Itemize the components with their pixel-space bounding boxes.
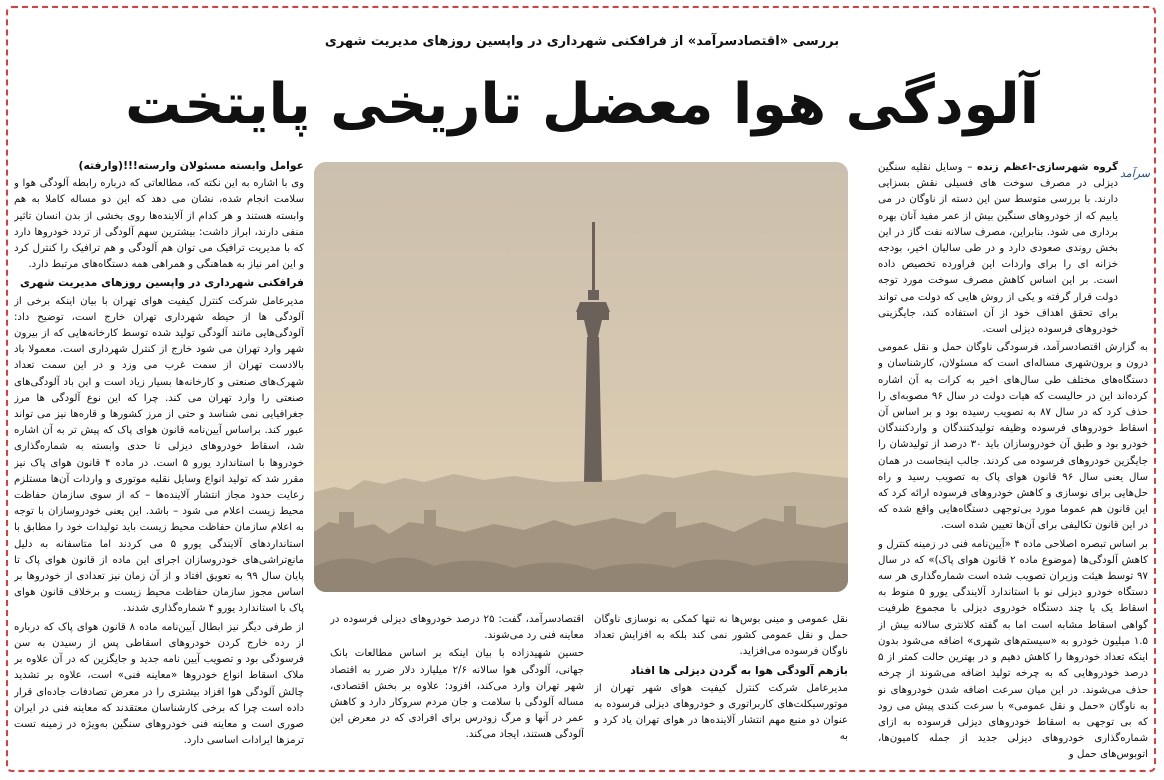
bottom-column-2 [330, 612, 584, 762]
kicker: بررسی «اقتصادسرآمد» از فرافکنی شهرداری در واپسین روزهای مدیریت شهری [324, 34, 840, 49]
milad-tower-illustration [314, 162, 848, 592]
left-column [14, 156, 304, 756]
tehran-smog-photo [314, 162, 848, 592]
publication-logo: سرآمد [1119, 167, 1150, 180]
paragraph: از طرفی دیگر نیز ابطال آیین‌نامه ماده ۸ قانون هوای پاک که درباره از رده خارج کردن خودروهای اسقاطی پس از رسیدن به سن فرسودگی بود و تصویب آیین نامه جدید و جایگزین که در آن علاوه بر ملاک اسقاط انواع خودروها «معاینه فنی» است، علاوه بر تشدید چالش آلودگی هوا افزاد بیشتری را در معرض تصادفات جاده‌ای قرار داده است چرا که برخی کارشناسان معتقدند که معاینه فنی در ایران صوری است و معاینه فنی خودروهای سنگین به‌ویژه در زمینه تست ترمزها ایرادات اساسی دارد. [14, 621, 304, 747]
paragraph: به گزارش اقتصادسرآمد، فرسودگی ناوگان حمل و نقل عمومی درون و برون‌شهری مساله‌ای است که مسئولان، کارشناسان و دستگاه‌های مختلف طی سال‌های اخیر به کرات به آن اشاره کرده‌اند این در حالیست که هیات دولت در سال ۹۶ مصوبه‌ای را حذف کرد که در سال ۸۷ به تصویب رسیده بود و بر اساس آن اسقاط خودروهای فرسوده وظیفه تولیدکنندگان و واردکنندگان خودرو بود و طبق آن خودروسازان باید ۳۰ درصد از تولیدشان را جایگزین خودروهای فرسوده می کردند. جالب اینجاست در همان سال یعنی سال ۹۶ قانون هوای پاک به تصویب رسید و راه حل‌هایی برای نوسازی و کاهش خودروهای فرسوده ارائه کرد که این قانون هم عموما مورد بی‌توجهی دستگاه‌هایی واقع شده که در این قانون تکالیفی برای آن‌ها تعیین شده است. [878, 342, 1148, 532]
right-column-lead [878, 160, 1148, 338]
paragraph: حسین شهیدزاده با بیان اینکه بر اساس مطالعات بانک جهانی، آلودگی هوا سالانه ۲/۶ میلیارد دلار ضرر به اقتصاد شهر تهران وارد می‌کند، افزود: علاوه بر بخش اقتصادی، مساله آلودگی با سلامت و جان مردم سروکار دارد و کاهش عمر در آنها و مرگ زودرس برای افرادی که در معرض این آلودگی هستند، ایجاد می‌کند. [330, 648, 584, 741]
author-byline: گروه شهرسازی-اعظم زنده [977, 162, 1118, 173]
paragraph: نقل عمومی و مینی بوس‌ها نه تنها کمکی به نوسازی ناوگان حمل و نقل عمومی کشور نمی کند بلکه به افزایش تعداد ناوگان فرسوده می‌افزاید. [594, 614, 848, 658]
paragraph: وی با اشاره به این نکته که، مطالعاتی که درباره رابطه آلودگی هوا و سلامت انجام شده، نشان می دهد که این دو مساله کاملا به هم وابسته هستند و هر کدام از آلاینده‌ها روی بخشی از بدن انسان تاثیر منفی دارند، ابراز داشت: بیشترین سهم آلودگی از تردد خودروها دارد که با مدیریت ترافیک می توان هم آلودگی و هم ترافیک را کنترل کرد و این امر نیاز به هماهنگی و همراهی همه دستگاه‌های مرتبط دارد. [14, 178, 304, 271]
paragraph: بر اساس تبصره اصلاحی ماده ۴ «آیین‌نامه فنی در زمینه کنترل و کاهش آلودگی‌ها (موضوع ماده ۲ قانون هوای پاک)» که در سال ۹۷ توسط هیئت وزیران تصویب شده است شماره‌گذاری هر سه دستگاه خودرو دیزلی نو با استاندارد آلایندگی یورو ۵ منوط به اسقاط یک یا چند دستگاه خودروی دیزلی با مجموع ظرفیت گواهی اسقاط مشابه است اما به گفته کلانتری سالانه بیش از ۱.۵ میلیون خودرو به «سیستم‌های شهری» اضافه می‌شود بدون اینکه تعداد خودروها را کاهش دهیم و در بهترین حالت کمتر از ۵ درصد خودروهایی که به چرخه تولید اضافه می‌شوند از چرخه حذف می‌شوند. در این میان سرعت اضافه شدن خودروهای نو به ناوگان «حمل و نقل عمومی» با سرعت کندی پیش می رود که بی توجهی به اسقاط خودروهای دیزلی فرسوده به ازای شماره‌گذاری خودروهای دیزلی جدید از جمله کامیون‌ها، اتوبوس‌های حمل و [878, 538, 1148, 760]
paragraph: اقتصادسرآمد، گفت: ۲۵ درصد خودروهای دیزلی فرسوده در معاینه فنی رد می‌شوند. [330, 614, 584, 642]
right-column [878, 160, 1148, 760]
paragraph: مدیرعامل شرکت کنترل کیفیت هوای شهر تهران از موتورسیکلت‌های کاربراتوری و خودروهای دیزلی فرسوده به عنوان دو منبع مهم انتشار آلاینده‌ها در هوای تهران یاد کرد و به [594, 682, 848, 743]
headline: آلودگی هوا معضل تاریخی پایتخت [125, 72, 1039, 137]
subheading: بازهم آلودگی هوا به گردن دیزلی ها افتاد [630, 663, 848, 677]
subheading: فرافکنی شهرداری در واپسین روزهای مدیریت شهری [20, 276, 304, 290]
bottom-column-1 [594, 612, 848, 762]
paragraph: – وسایل نقلیه سنگین دیزلی در مصرف سوخت های فسیلی نقش بسزایی دارند. با بررسی متوسط سن این دسته از ناوگان در می یابیم که از خودروهای سنگین بیش از عمر مفید آنان بهره برداری می شود. بنابراین، مصرف سالانه نفت گاز در این بخش روندی صعودی دارد و در طی سالیان اخیر، بودجه خزانه ای را برای واردات این فراورده تخصیص داده است. بر این اساس کاهش مصرف سوخت مورد توجه دولت قرار گرفته و یکی از روش هایی که دولت می تواند برای تحقق اهداف خود از آن استفاده کند، جایگزینی خودروهای فرسوده دیزلی است. [878, 162, 1118, 336]
paragraph: مدیرعامل شرکت کنترل کیفیت هوای تهران با بیان اینکه برخی از آلودگی ها از حیطه شهرداری تهران خارج است، توضیح داد: آلودگی‌هایی مانند آلودگی تولید شده توسط کارخانه‌هایی که از بیرون شهر وارد تهران می شود خارج از کنترل شهرداری است. معمولا باد بالادست تهران از سمت غرب می وزد و در این سمت تعداد شهرک‌های صنعتی و کارخانه‌ها بسیار زیاد است و این باد آلودگی‌های صنعتی را وارد تهران می کند. چرا که این نوع آلودگی ها مرز جغرافیایی نمی شناسد و حتی از مرز کشورها و قاره‌ها نیز می تواند عبور کند. براساس آیین‌نامه قانون هوای پاک که پیش تر به آن اشاره شد، اسقاط خودروهای دیزلی تا حدی وابسته به شماره‌گذاری خودروها با استاندارد یورو ۵ است. در ماده ۴ قانون هوای پاک نیز مقرر شد که تولید انواع وسایل نقلیه موتوری و واردات آن‌ها مستلزم رعایت حدود مجاز انتشار آلاینده‌ها – که از سوی سازمان حفاظت محیط زیست اعلام می شود – باشد. این یعنی خودروسازان با توجه به اعلام سازمان حفاظت محیط زیست باید تولیدات خود را مطابق با استانداردهای آلایندگی یورو ۵ می کردند اما متاسفانه به دلیل مانع‌تراشی‌های خودروسازان اجرای این ماده از قانون هوای پاک تا پایان سال ۹۹ به تعویق افتاد و از آن زمان نیز تعدادی از خودروها بر اساس مجوز سازمان حفاظت محیط زیست و برخلاف قانون هوای پاک با استاندارد یورو ۴ شماره‌گذاری شدند. [14, 295, 304, 615]
subheading: عوامل وابسته مسئولان وارسته!!!(وارفته) [78, 159, 304, 172]
